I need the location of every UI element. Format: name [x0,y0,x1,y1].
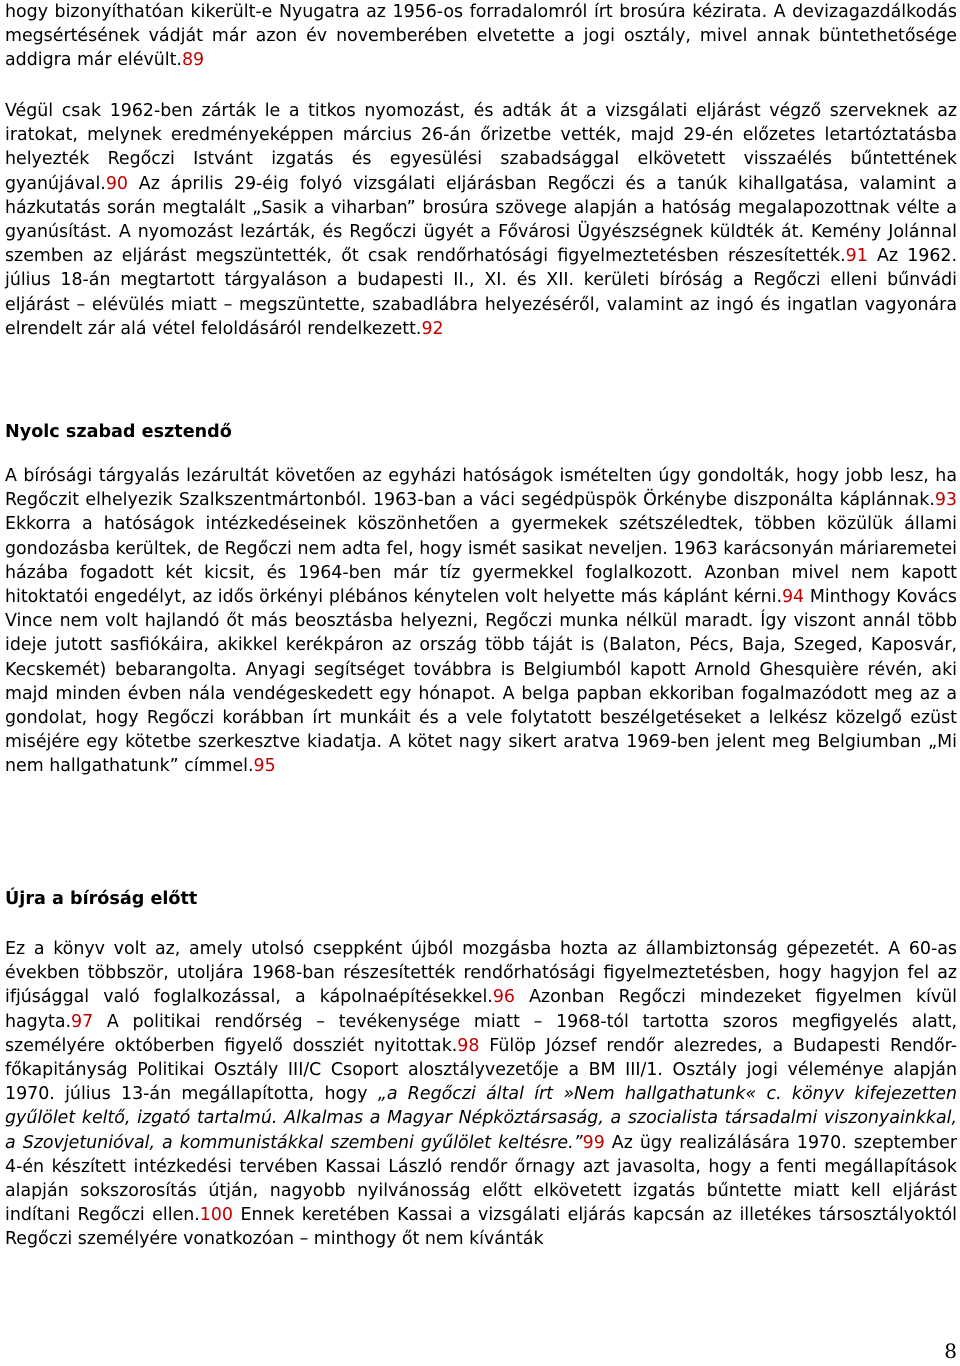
footnote-ref[interactable]: 95 [253,756,276,777]
paragraph-4 [5,937,957,1252]
footnote-ref[interactable]: 91 [845,246,868,267]
section-heading-nyolc-szabad-esztendo: Nyolc szabad esztendő [5,422,232,442]
footnote-ref[interactable]: 92 [421,318,444,339]
text-run: Az ügy realizálására 1970. szeptember 4-én készített intézkedési tervében Kassai László rendőr őrnagy azt javasolta, hogy a fenti megállapítások alapján sokszorosítás útján, nagyobb nyilvánosság előtt elkövetett izgatás bűntette miatt kell eljárást indítani Regőczi ellen. [5,1132,957,1226]
text-run: Fülöp József rendőr alezredes, a Budapesti Rendőr-főkapitányság Politikai Osztály III/C Csoport alosztályvezetője a BM III/1. Osztály jogi véleménye alapján 1970. július 13-án megállapította, hogy [5,1035,957,1105]
text-run: A bírósági tárgyalás lezárultát követően az egyházi hatóságok ismételten úgy gondolták, hogy jobb lesz, ha Regőczit elhelyezik Szalkszentmártonból. 1963-ban a váci segédpüspök Örkénybe diszponálta káplánnak. [5,466,957,511]
text-run: Ekkorra a hatóságok intézkedéseinek köszönhetően a gyermekek szétszéledtek, többen közülük állami gondozásba kerültek, de Regőczi nem adta fel, hogy ismét sasikat neveljen. 1963 karácsonyán máriaremetei házába fogadott két kicsit, és 1964-ben már tíz gyermekkel foglalkozott. Azonban mivel nem kapott hitoktatói engedélyt, az idős örkényi plébános kénytelen volt helyette más káplánt kérni. [5,514,957,608]
text-run: Végül csak 1962-ben zárták le a titkos nyomozást, és adták át a vizsgálati eljárást végző szerveknek az iratokat, melynek eredményeképpen március 26-án őrizetbe vették, majd 29-én előzetes letartóztatásba helyezték Regőczi Istvánt izgatás és egyesülési szabadsággal elkövetett visszaélés bűntettének gyanújával. [5,101,957,194]
text-run: Az 1962. július 18-án megtartott tárgyaláson a budapesti II., XI. és XII. kerületi bíróság a Regőczi elleni bűnvádi eljárást – elévülés miatt – megszüntette, szabadlábra helyezéséről, valamint az ingó és ingatlan vagyonára elrendelt zár alá vétel feloldásáról rendelkezett. [5,246,957,339]
section-heading-ujra-a-birosag-elott: Újra a bíróság előtt [5,889,198,909]
paragraph-1 [5,0,957,73]
footnote-ref[interactable]: 96 [492,987,515,1008]
footnote-ref[interactable]: 90 [105,173,128,194]
footnote-ref[interactable]: 98 [457,1035,480,1056]
footnote-ref[interactable]: 97 [71,1011,94,1032]
quoted-text: „a Regőczi által írt »Nem hallgathatunk« c. könyv kifejezetten gyűlölet keltő, izgató tartalmú. Alkalmas a Magyar Népköztársaság, a szocialista társadalmi viszonyainkkal, a Szovjetunióval, a kommunistákkal szembeni gyűlölet keltésre.” [5,1084,957,1153]
footnote-ref[interactable]: 94 [781,587,805,608]
text-run: Ez a könyv volt az, amely utolsó cseppként újból mozgásba hozta az állambiztonság gépezetét. A 60-as években többször, utoljára 1968-ban részesítették rendőrhatósági figyelmeztetésben, hogy hagyjon fel az ifjúsággal való foglalkozással, a kápolnaépítésekkel. [5,939,957,1008]
footnote-ref[interactable]: 93 [934,490,957,511]
footnote-ref[interactable]: 99 [582,1132,605,1153]
paragraph-2 [5,99,957,341]
text-run: Ennek keretében Kassai a vizsgálati eljárás kapcsán az illetékes társosztályoktól Regőczi személyére vonatkozóan – minthogy őt nem kívánták [5,1205,957,1250]
text-run: Az április 29-éig folyó vizsgálati eljárásban Regőczi és a tanúk kihallgatása, valamint a házkutatás során megtalált „Sasik a viharban” brosúra szövege alapján a hatóság megalapozottnak vélte a gyanúsítást. A nyomozást lezárták, és Regőczi ügyét a Fővárosi Ügyészségnek küldték át. Kemény Jolánnal szemben az eljárást megszüntették, őt csak rendőrhatósági figyelmeztetésben részesítették. [5,173,957,267]
paragraph-3 [5,464,957,779]
text-run: A politikai rendőrség – tevékenysége miatt – 1968-tól tartotta szoros megfigyelés alatt, személyére októberben figyelő dossziét nyitottak. [5,1011,957,1056]
text-run: Azonban Regőczi mindezeket figyelmen kívül hagyta. [5,987,957,1032]
page-number: 8 [944,1339,957,1363]
text-run: Minthogy Kovács Vince nem volt hajlandó őt más beosztásba helyezni, Regőczi munka nélkül maradt. Így viszont annál több ideje jutott sasfiókáira, akikkel kerékpáron az ország több táját is (Balaton, Pécs, Baja, Szeged, Kaposvár, Kecskemét) bebarangolta. Anyagi segítséget továbbra is Belgiumból kapott Arnold Ghesquière révén, aki majd minden évben nála vendégeskedett egy hónapot. A belga papban ekkoriban fogalmazódott meg az a gondolat, hogy Regőczi korábban írt munkáit és a vele folytatott beszélgetéseket a lelkész közelgő ezüst miséjére egy kötetbe szerkesztve kiadatja. A kötet nagy sikert aratva 1969-ben jelent meg Belgiumban „Mi nem hallgathatunk” címmel. [5,587,957,777]
footnote-ref[interactable]: 89 [181,50,205,71]
footnote-ref[interactable]: 100 [199,1205,233,1226]
text-run: hogy bizonyíthatóan kikerült-e Nyugatra az 1956-os forradalomról írt brosúra kézirata. A devizagazdálkodás megsértésének vádját már azon év novemberében elvetette a jogi osztály, mivel annak büntethetősége addigra már elévült. [5,2,957,71]
